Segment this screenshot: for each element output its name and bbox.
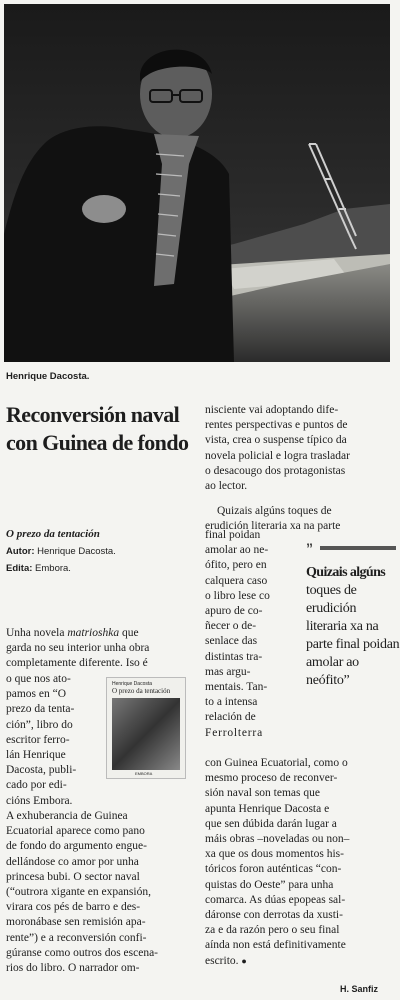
c2n-line: amolar ao ne-	[205, 544, 269, 557]
c2w-line: con Guinea Ecuatorial, como o	[205, 757, 348, 769]
book-author	[6, 546, 196, 557]
c1n-line: Dacosta, publi-	[6, 764, 77, 777]
c2a-line: novela policial e logra trasladar	[205, 449, 350, 462]
c2w-line: mesmo proceso de reconver-	[205, 772, 338, 785]
photo-henrique-dacosta	[4, 4, 390, 362]
body-column-2-bottom	[205, 756, 393, 969]
pull-quote-text	[306, 564, 400, 690]
c1w-line: (“outrora xigante en expansión,	[6, 886, 151, 899]
byline: H. Sanfiz	[340, 984, 379, 994]
c2w-line-last	[205, 954, 393, 969]
book-title: O prezo da tentación	[6, 528, 100, 540]
c2a-line: rentes perspectivas e puntos de	[205, 419, 348, 432]
c2n-line: final poidan	[205, 529, 261, 541]
cover-title: O prezo da tentación	[112, 687, 171, 695]
c2b-line: Quizais algúns toques de	[217, 505, 332, 518]
c2n-line: ófito, pero en	[205, 559, 267, 572]
body-column-2-top	[205, 403, 393, 535]
c2w-line: comarca. As dúas epopeas sal-	[205, 893, 346, 906]
cover-illustration	[112, 698, 180, 770]
c2a-line: vista, crea o suspense típico da	[205, 434, 347, 447]
cover-publisher: EMBORA	[135, 771, 153, 776]
c2n-line: ñecer o de-	[205, 620, 257, 633]
pull-quote-rule	[320, 546, 396, 550]
body-column-2-narrow	[205, 528, 297, 741]
cover-author: Henrique Dacosta	[112, 681, 153, 687]
c2w-line: sión naval son temas que	[205, 787, 320, 800]
c1n-line: escritor ferro-	[6, 733, 70, 746]
book-publisher	[6, 563, 196, 574]
c2w-line: que sen dúbida darán lugar a	[205, 817, 337, 830]
c1n-line: o que nos ato-	[6, 673, 71, 685]
c1w-line: princesa bubi. O sector naval	[6, 870, 140, 883]
body-column-1-top	[6, 626, 194, 672]
c2n-line: senlace das	[205, 635, 258, 648]
article-photo	[4, 4, 390, 362]
c1-line-1: Unha novela matrioshka que	[6, 627, 139, 639]
publisher-value: Embora.	[35, 563, 71, 574]
c2n-line: distintas tra-	[205, 650, 263, 663]
c1w-line: Ecuatorial aparece como pano	[6, 825, 145, 838]
c2n-line: o libro lese co	[205, 589, 270, 602]
c2a-line: nisciente vai adoptando dife-	[205, 404, 339, 416]
c2w-line: apunta Henrique Dacosta e	[205, 802, 330, 815]
author-label: Autor:	[6, 546, 35, 557]
c1w-line: rios do libro. O narrador om-	[6, 962, 140, 975]
publisher-label: Edita:	[6, 563, 33, 574]
c1w-line: gúranse como outros dos escena-	[6, 946, 159, 959]
c1n-line: pamos en “O	[6, 688, 67, 701]
photo-caption: Henrique Dacosta.	[6, 371, 90, 382]
c2w-line: tóricos foron auténticas “con-	[205, 863, 342, 876]
c1w-line: rente”) e a reconversión confi-	[6, 931, 147, 944]
c1w-line: virara cos pés de barro e des-	[6, 901, 141, 914]
c1w-line: dellándose co amor por unha	[6, 855, 139, 868]
c2n-line: relación de	[205, 711, 256, 724]
pull-quote-lead: Quizais algúns	[306, 565, 386, 580]
author-value: Henrique Dacosta.	[37, 546, 116, 557]
quote-mark-icon: ”	[306, 540, 313, 556]
pull-quote-rest: toques de erudición literaria xa na parte final poidan amolar ao neófito”	[306, 583, 400, 688]
c2w-line: quistas do Oeste” para unha	[205, 878, 334, 891]
c1n-line: ción”, libro do	[6, 718, 73, 731]
c2a-line: ao lector.	[205, 480, 248, 493]
c1w-line: moronábase sen remisión apa-	[6, 916, 146, 929]
c1n-line: cións Embora.	[6, 794, 73, 807]
body-column-1-bottom	[6, 809, 194, 976]
headline: Reconversión naval con Guinea de fondo	[6, 402, 189, 455]
last-line-text: escrito.	[205, 954, 239, 967]
c1w-line: de fondo do argumento engue-	[6, 840, 147, 853]
c1n-line: lán Henrique	[6, 749, 66, 762]
c2n-line: Ferrolterra	[205, 726, 263, 739]
c1-line-3: completamente diferente. Iso é	[6, 657, 148, 670]
c2w-line: xa que os dous momentos his-	[205, 848, 344, 861]
end-mark-icon: ●	[241, 955, 247, 966]
c2w-line: za e da razón pero o seu final	[205, 924, 340, 937]
c2w-line: dáronse con derrotas da xusti-	[205, 909, 343, 922]
c2n-line: calquera caso	[205, 574, 268, 587]
book-cover-image	[106, 677, 186, 779]
c2a-line: o desacougo dos protagonistas	[205, 464, 346, 477]
c1n-line: cado por edi-	[6, 779, 67, 792]
body-column-1-narrow	[6, 672, 102, 809]
c2n-line: mentais. Tan-	[205, 681, 268, 694]
c2n-line: apuro de co-	[205, 605, 263, 618]
c2n-line: mas argu-	[205, 665, 251, 678]
c2w-line: aínda non está definitivamente	[205, 939, 346, 952]
c2w-line: máis obras –noveladas ou non–	[205, 833, 350, 846]
c2n-line: to a intensa	[205, 696, 258, 709]
c1n-line: prezo da tenta-	[6, 703, 75, 716]
c1-line-2: garda no seu interior unha obra	[6, 642, 150, 655]
c2b-line: erudición literaria xa na parte	[205, 520, 341, 533]
c1w-line: A exhuberancia de Guinea	[6, 810, 128, 822]
